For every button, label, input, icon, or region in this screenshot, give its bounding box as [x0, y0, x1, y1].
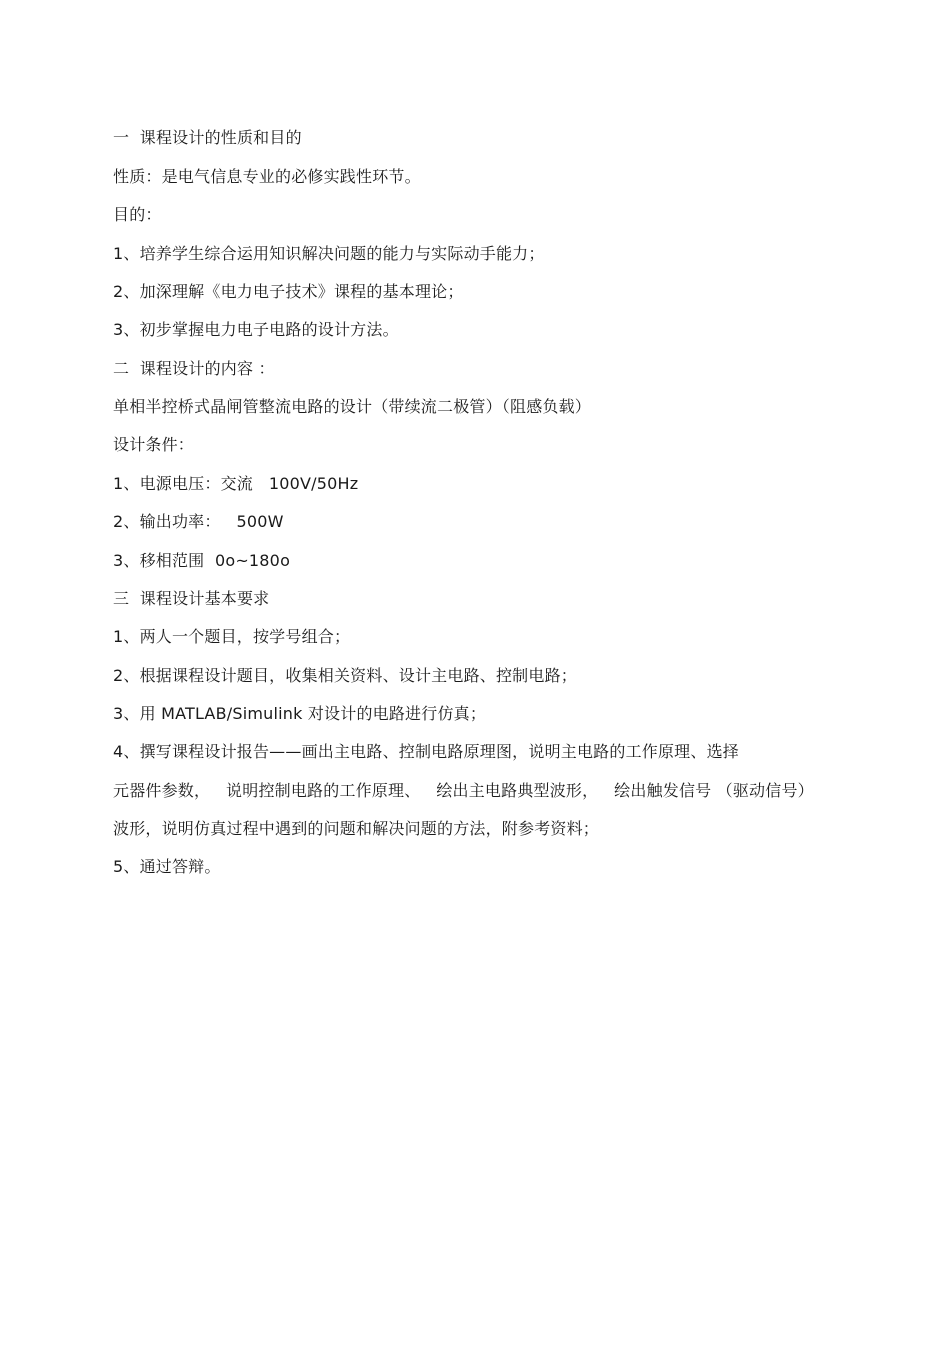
requirement-item-1: 1、两人一个题目，按学号组合；: [113, 627, 351, 646]
condition-item-1: 1、电源电压：交流 100V/50Hz: [113, 474, 359, 493]
requirement-item-3: 3、用 MATLAB/Simulink 对设计的电路进行仿真；: [113, 704, 487, 723]
condition-item-3: 3、移相范围 0o~180o: [113, 551, 291, 570]
section-heading-2: 二 课程设计的内容 ：: [113, 359, 275, 378]
requirement-item-2: 2、根据课程设计题目，收集相关资料、设计主电路、控制电路；: [113, 666, 577, 685]
requirement-item-4-cont-1: 元器件参数， 说明控制电路的工作原理、 绘出主电路典型波形， 绘出触发信号 （驱动信号）: [113, 781, 814, 800]
purpose-label: 目的：: [113, 205, 162, 224]
design-topic: 单相半控桥式晶闸管整流电路的设计（带续流二极管）（阻感负载）: [113, 397, 592, 416]
requirement-item-4-cont-2: 波形，说明仿真过程中遇到的问题和解决问题的方法，附参考资料；: [113, 819, 600, 838]
condition-item-2: 2、输出功率： 500W: [113, 512, 284, 531]
purpose-item-1: 1、培养学生综合运用知识解决问题的能力与实际动手能力；: [113, 244, 545, 263]
conditions-label: 设计条件：: [113, 435, 195, 454]
requirement-item-5: 5、通过答辩。: [113, 857, 221, 876]
section-heading-1: 一 课程设计的性质和目的: [113, 128, 302, 147]
requirement-item-4: 4、撰写课程设计报告——画出主电路、控制电路原理图，说明主电路的工作原理、选择: [113, 742, 739, 761]
section-heading-3: 三 课程设计基本要求: [113, 589, 270, 608]
nature-text: 性质：是电气信息专业的必修实践性环节。: [113, 167, 421, 186]
purpose-item-2: 2、加深理解《电力电子技术》课程的基本理论；: [113, 282, 464, 301]
purpose-item-3: 3、初步掌握电力电子电路的设计方法。: [113, 320, 399, 339]
